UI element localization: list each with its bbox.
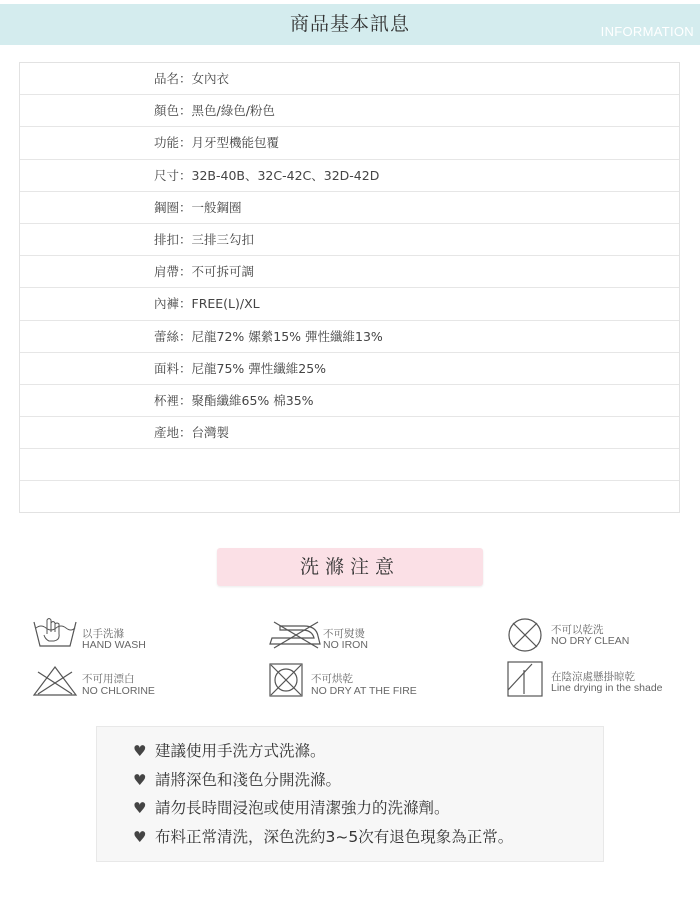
info-text: 肩帶：不可拆可調 bbox=[154, 264, 255, 280]
care-label-en: NO CHLORINE bbox=[82, 685, 155, 697]
care-label-zh: 不可用漂白 bbox=[82, 673, 135, 685]
info-text: 功能：月牙型機能包覆 bbox=[154, 135, 280, 151]
info-row bbox=[20, 449, 679, 481]
info-row bbox=[20, 95, 679, 127]
info-text: 杯裡：聚酯纖維65% 棉35% bbox=[154, 392, 314, 408]
care-item-no-chlorine bbox=[32, 664, 232, 700]
info-text: 鋼圈：一般鋼圈 bbox=[154, 199, 242, 215]
info-row bbox=[20, 160, 679, 192]
info-row bbox=[20, 385, 679, 417]
care-label-zh: 不可以乾洗 bbox=[551, 624, 604, 636]
info-row bbox=[20, 63, 679, 95]
care-label-en: NO IRON bbox=[323, 639, 368, 651]
heart-icon: ♥ bbox=[133, 827, 147, 846]
info-row bbox=[20, 256, 679, 288]
care-label-zh: 不可烘乾 bbox=[311, 673, 353, 685]
care-label-zh: 在陰涼處懸掛晾乾 bbox=[551, 671, 635, 683]
info-text: 產地：台灣製 bbox=[154, 425, 230, 441]
care-label-en: NO DRY AT THE FIRE bbox=[311, 685, 417, 697]
info-row bbox=[20, 224, 679, 256]
page-subtitle: INFORMATION bbox=[600, 24, 694, 39]
tip-text: 建議使用手洗方式洗滌。 bbox=[155, 742, 326, 760]
tip-text: 請將深色和淺色分開洗滌。 bbox=[155, 770, 342, 789]
care-item-no-iron bbox=[268, 618, 468, 654]
care-item-hand-wash bbox=[32, 614, 232, 654]
info-text: 內褲：FREE(L)/XL bbox=[154, 296, 260, 312]
info-row bbox=[20, 481, 679, 513]
line-dry-shade-icon bbox=[506, 660, 544, 698]
care-label-zh: 以手洗滌 bbox=[82, 628, 124, 640]
washing-tips-box bbox=[96, 726, 604, 862]
info-text: 品名：女內衣 bbox=[154, 71, 230, 86]
info-row bbox=[20, 417, 679, 449]
care-item-line-dry-shade bbox=[506, 660, 696, 700]
no-chlorine-icon bbox=[32, 664, 78, 698]
info-text: 面料：尼龍75% 彈性纖維25% bbox=[154, 360, 327, 376]
heart-icon: ♥ bbox=[133, 742, 147, 760]
wash-section-title: 洗滌注意 bbox=[217, 548, 483, 586]
info-text: 排扣：三排三勾扣 bbox=[154, 231, 255, 247]
product-info-table bbox=[19, 62, 680, 513]
care-item-no-tumble-dry bbox=[268, 662, 468, 700]
tip-item bbox=[133, 766, 603, 795]
info-row bbox=[20, 288, 679, 320]
header-band bbox=[0, 4, 700, 45]
heart-icon: ♥ bbox=[133, 770, 147, 789]
care-label-en: HAND WASH bbox=[82, 639, 146, 651]
info-text: 蕾絲：尼龍72% 嫘縈15% 彈性纖維13% bbox=[154, 328, 383, 344]
care-label-zh: 不可熨燙 bbox=[323, 628, 365, 640]
info-row bbox=[20, 321, 679, 353]
tip-text: 布料正常清洗，深色洗約3~5次有退色現象為正常。 bbox=[155, 827, 514, 846]
info-row bbox=[20, 127, 679, 159]
tip-item bbox=[133, 794, 603, 823]
info-row bbox=[20, 353, 679, 385]
tip-text: 請勿長時間浸泡或使用清潔強力的洗滌劑。 bbox=[155, 799, 450, 817]
page-title: 商品基本訊息 bbox=[289, 13, 410, 35]
tip-item bbox=[133, 737, 603, 766]
no-tumble-dry-icon bbox=[268, 662, 304, 698]
heart-icon: ♥ bbox=[133, 799, 147, 817]
hand-wash-icon bbox=[32, 614, 78, 650]
care-label-en: NO DRY CLEAN bbox=[551, 635, 630, 647]
tip-item bbox=[133, 823, 603, 852]
no-iron-icon bbox=[268, 618, 322, 650]
no-dry-clean-icon bbox=[506, 616, 544, 654]
info-row bbox=[20, 192, 679, 224]
info-text: 尺寸：32B-40B、32C-42C、32D-42D bbox=[154, 167, 380, 183]
care-item-no-dry-clean bbox=[506, 616, 696, 652]
info-text: 顏色：黑色/綠色/粉色 bbox=[154, 103, 275, 119]
care-label-en: Line drying in the shade bbox=[551, 682, 663, 694]
